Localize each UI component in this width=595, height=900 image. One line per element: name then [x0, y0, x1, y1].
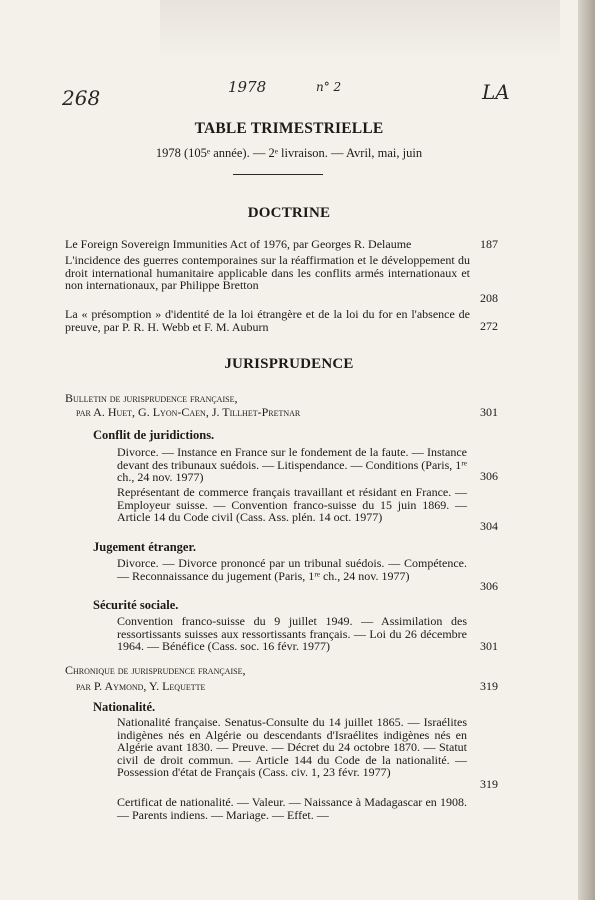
- page-number: 319: [480, 679, 498, 693]
- section-heading: Jugement étranger.: [93, 540, 196, 554]
- title-rule: [233, 174, 323, 175]
- case-entry: Nationalité française. Senatus-Consulte du 14 juillet 1865. — Israélites indigènes nés en Algérie ou descendants d'Israélites indigènes nés en Algérie avant 1830. — Preuve. — Décret du 24 octobre 1870. — Statut civil de droit commun. — Article 144 du Code de la nationalité. — Possession d'état de Français (Cass. civ. 1, 23 févr. 1977): [117, 715, 467, 780]
- page-number: 319: [480, 777, 498, 791]
- doctrine-entry: La « présomption » d'identité de la loi étrangère et de la loi du for en l'absence de preuve, par P. R. H. Webb et F. M. Auburn: [65, 307, 470, 334]
- doctrine-heading: DOCTRINE: [247, 205, 331, 221]
- bleed-through-shadow: [160, 0, 560, 60]
- section-heading: Conflit de juridictions.: [93, 428, 215, 442]
- handwritten-year: 1978: [228, 78, 267, 96]
- case-entry: Certificat de nationalité. — Valeur. — Naissance à Madagascar en 1908. — Parents indiens. — Mariage. — Effet. —: [117, 795, 467, 822]
- page-edge-shadow: [578, 0, 595, 900]
- chronique-title: Chronique de jurisprudence française,: [65, 663, 246, 677]
- section-heading: Sécurité sociale.: [93, 598, 179, 612]
- page-number: 306: [480, 579, 498, 593]
- bulletin-authors: par A. Huet, G. Lyon-Caen, J. Tillhet-Pretnar: [76, 405, 301, 419]
- case-entry: Divorce. — Divorce prononcé par un tribunal suédois. — Compétence. — Reconnaissance du jugement (Paris, 1ʳᵉ ch., 24 nov. 1977): [117, 556, 467, 583]
- case-entry: Convention franco-suisse du 9 juillet 1949. — Assimilation des ressortissants suisses aux ressortissants français. — Loi du 26 décembre 1964. — Bénéfice (Cass. soc. 16 févr. 1977): [117, 614, 467, 654]
- handwritten-initials: LA: [482, 80, 510, 104]
- doctrine-entry: L'incidence des guerres contemporaines sur la réaffirmation et le développement du droit international humanitaire applicable dans les conflits armés internationaux et non internationaux, par Philippe Bretton: [65, 253, 470, 293]
- doctrine-entry: Le Foreign Sovereign Immunities Act of 1976, par Georges R. Delaume: [65, 237, 412, 251]
- page-number: 306: [480, 469, 498, 483]
- handwritten-issue: n° 2: [316, 80, 342, 94]
- page-number: 304: [480, 519, 498, 533]
- handwritten-number: 268: [62, 86, 101, 110]
- page-number: 208: [480, 291, 498, 305]
- page-title: TABLE TRIMESTRIELLE: [194, 120, 384, 137]
- page-number: 301: [480, 639, 498, 653]
- case-entry: Représentant de commerce français travaillant et résidant en France. — Employeur suisse. — Convention franco-suisse du 15 juin 1869. — Article 14 du Code civil (Cass. Ass. plén. 14 oct. 1977): [117, 485, 467, 525]
- page-subtitle: 1978 (105ᵉ année). — 2ᵉ livraison. — Avril, mai, juin: [155, 146, 423, 160]
- bulletin-title: Bulletin de jurisprudence française,: [65, 391, 238, 405]
- chronique-authors: par P. Aymond, Y. Lequette: [76, 679, 206, 693]
- page-number: 301: [480, 405, 498, 419]
- section-heading: Nationalité.: [93, 700, 156, 714]
- page-number: 187: [480, 237, 498, 251]
- page-number: 272: [480, 319, 498, 333]
- jurisprudence-heading: JURISPRUDENCE: [224, 356, 354, 372]
- case-entry: Divorce. — Instance en France sur le fondement de la faute. — Instance devant des tribunaux suédois. — Litispendance. — Conditions (Paris, 1ʳᵉ ch., 24 nov. 1977): [117, 445, 467, 485]
